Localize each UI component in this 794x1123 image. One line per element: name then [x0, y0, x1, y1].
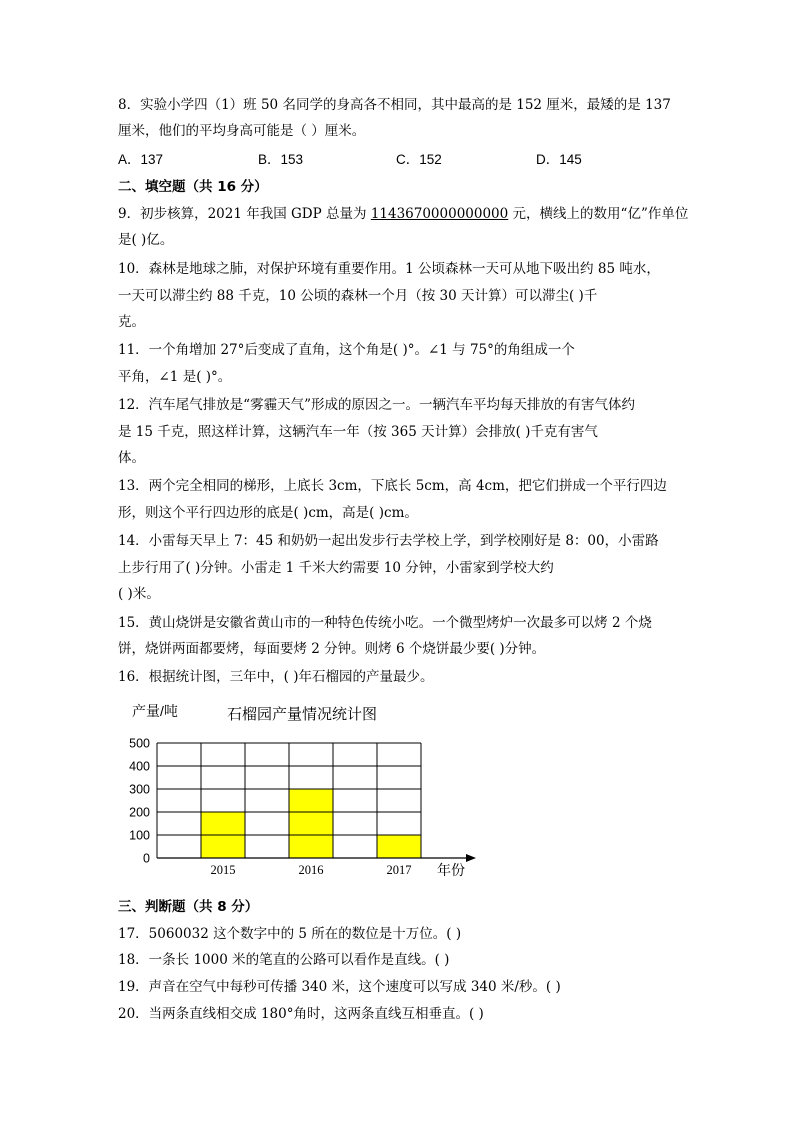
q20-line: 20．当两条直线相交成 180°角时，这两条直线互相垂直。( ) [118, 1006, 484, 1022]
y-tick-label: 100 [129, 828, 150, 843]
q15-line1: 15．黄山烧饼是安徽省黄山市的一种特色传统小吃。一个微型烤炉一次最多可以烤 2 个烧 [118, 615, 652, 631]
q10-line3: 克。 [118, 314, 145, 330]
q15-line2: 饼，烧饼两面都要烤，每面要烤 2 分钟。则烤 6 个烧饼最少要( )分钟。 [118, 641, 546, 657]
q14-line1: 14．小雷每天早上 7：45 和奶奶一起出发步行去学校上学，到学校刚好是 8：00，小雷路 [118, 533, 659, 549]
x-axis-arrow [466, 854, 476, 862]
q9-line1 [118, 205, 688, 223]
q11-line1: 11．一个角增加 27°后变成了直角，这个角是( )°。∠1 与 75°的角组成一个 [118, 342, 575, 358]
x-tick-label-2016: 2016 [298, 863, 324, 877]
q9-text-pre: 9．初步核算，2021 年我国 GDP 总量为 [118, 206, 371, 222]
q9-gdp-number: 1143670000000000 [370, 206, 509, 222]
x-tick-label-2017: 2017 [386, 863, 412, 877]
q9-text-post: 元，横线上的数用“亿”作单位 [508, 206, 689, 222]
bar-chart [0, 698, 794, 898]
chart-title: 石榴园产量情况统计图 [227, 706, 378, 723]
y-tick-label: 500 [129, 736, 150, 751]
q8-option-a: A．137 [118, 152, 164, 167]
q13-line2: 形，则这个平行四边形的底是( )cm，高是( )cm。 [118, 505, 418, 521]
q11-line2: 平角，∠1 是( )°。 [118, 369, 232, 385]
x-axis-label: 年份 [437, 862, 465, 878]
q12-line1: 12．汽车尾气排放是“雾霾天气”形成的原因之一。一辆汽车平均每天排放的有害气体约 [118, 397, 635, 413]
q8-line1: 8．实验小学四（1）班 50 名同学的身高各不相同，其中最高的是 152 厘米，最矮的是 137 [118, 97, 671, 113]
q16-line1: 16．根据统计图，三年中，( )年石榴园的产量最少。 [118, 669, 434, 685]
bar-2017 [377, 835, 421, 858]
q10-line1: 10．森林是地球之肺，对保护环境有重要作用。1 公顷森林一天可从地下吸出约 85 吨水， [118, 261, 660, 277]
y-tick-label: 0 [143, 851, 150, 866]
q10-line2: 一天可以滞尘约 88 千克，10 公顷的森林一个月（按 30 天计算）可以滞尘( )千 [118, 288, 598, 304]
x-tick-label-2015: 2015 [210, 863, 236, 877]
q12-line3: 体。 [118, 450, 145, 466]
q12-line2: 是 15 千克，照这样计算，这辆汽车一年（按 365 天计算）会排放( )千克有害气 [118, 424, 598, 440]
q13-line1: 13．两个完全相同的梯形，上底长 3cm，下底长 5cm，高 4cm，把它们拼成一个平行四边 [118, 478, 667, 494]
q18-line: 18．一条长 1000 米的笔直的公路可以看作是直线。( ) [118, 952, 450, 968]
bar-2016 [289, 789, 333, 858]
q8-option-c: C．152 [396, 152, 442, 167]
y-tick-label: 200 [129, 805, 150, 820]
q8-option-d: D．145 [536, 152, 582, 167]
q14-line3: ( )米。 [118, 586, 160, 602]
y-tick-label: 300 [129, 782, 150, 797]
section-title-judgment: 三、判断题（共 8 分） [118, 899, 259, 915]
q17-line: 17．5060032 这个数字中的 5 所在的数位是十万位。( ) [118, 926, 462, 942]
q8-line2: 厘米，他们的平均身高可能是（ ）厘米。 [118, 123, 366, 139]
y-tick-label: 400 [129, 759, 150, 774]
q8-option-b: B．153 [258, 152, 304, 167]
q14-line2: 上步行用了( )分钟。小雷走 1 千米大约需要 10 分钟，小雷家到学校大约 [118, 560, 554, 576]
q19-line: 19．声音在空气中每秒可传播 340 米，这个速度可以写成 340 米/秒。( ) [118, 979, 561, 995]
q9-line2: 是( )亿。 [118, 232, 174, 248]
y-axis-label: 产量/吨 [132, 703, 178, 719]
section-title-fill-in: 二、填空题（共 16 分） [118, 179, 268, 195]
